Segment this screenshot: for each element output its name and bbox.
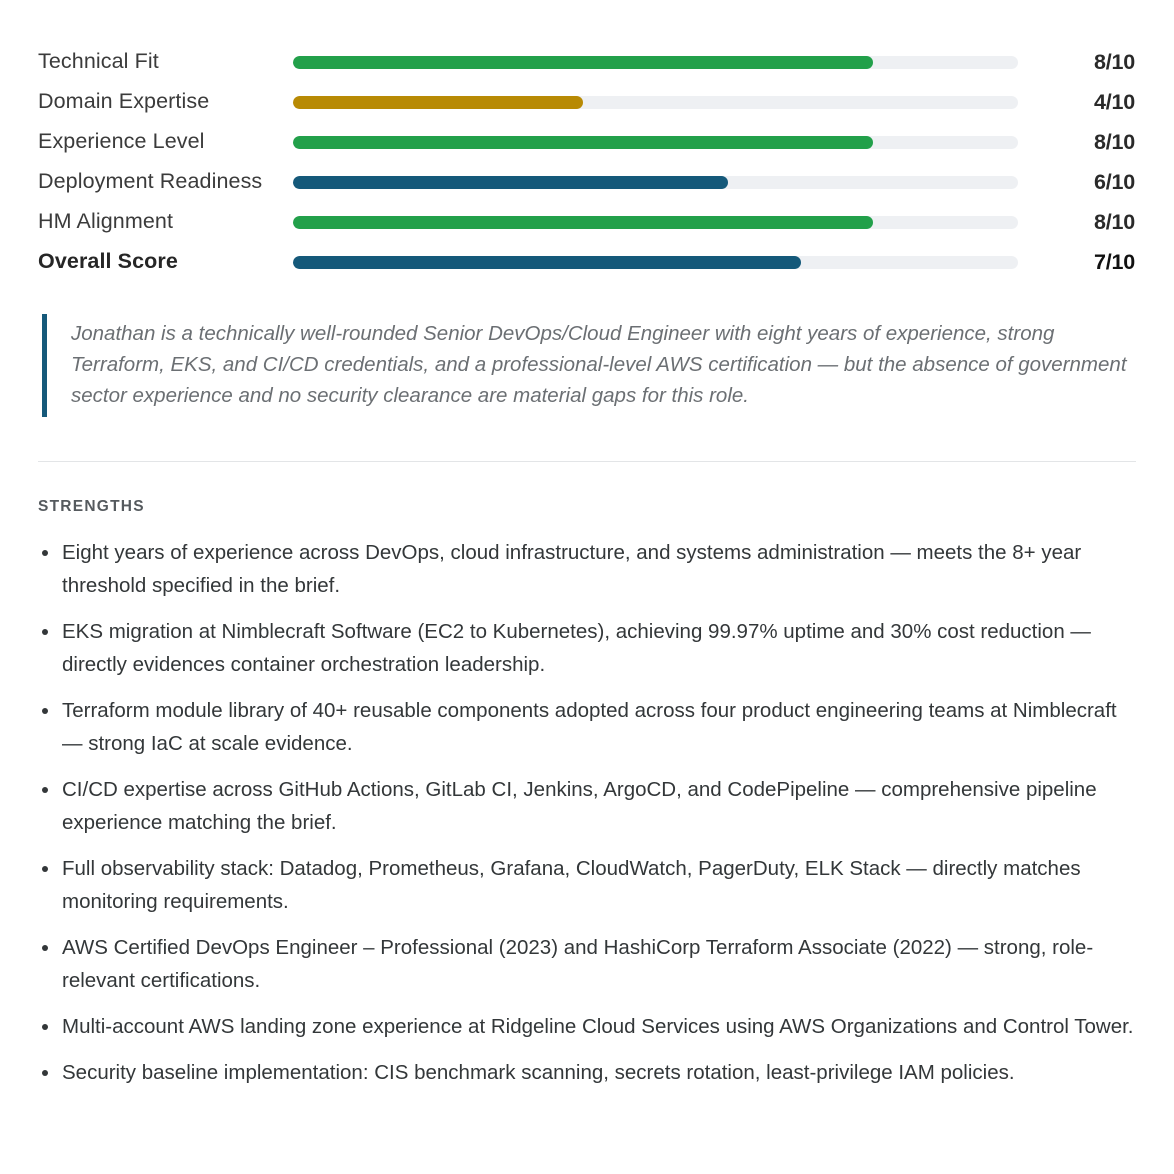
bullet-dot-icon <box>42 866 48 872</box>
list-item <box>38 773 1136 839</box>
list-item <box>38 536 1136 602</box>
score-row <box>38 122 1136 162</box>
list-item <box>38 1010 1136 1043</box>
summary-text: Jonathan is a technically well-rounded Senior DevOps/Cloud Engineer with eight years of experience, strong Terraform, EKS, and CI/CD credentials, and a professional-level AWS certification — but the absence of government sector experience and no security clearance are material gaps for this role. <box>71 322 1127 407</box>
score-label: Domain Expertise <box>38 89 210 114</box>
bullet-dot-icon <box>42 629 48 635</box>
list-item-text: EKS migration at Nimblecraft Software (EC2 to Kubernetes), achieving 99.97% uptime and 30% cost reduction — directly evidences container orchestration leadership. <box>62 620 1091 676</box>
score-bar-track <box>293 256 1018 269</box>
score-bar-fill <box>293 256 801 269</box>
list-item <box>38 615 1136 681</box>
score-bar-fill <box>293 216 873 229</box>
score-bar-track <box>293 136 1018 149</box>
score-bar-fill <box>293 96 583 109</box>
list-item-text: Eight years of experience across DevOps, cloud infrastructure, and systems administration — meets the 8+ year threshold specified in the brief. <box>62 541 1082 597</box>
list-item-text: CI/CD expertise across GitHub Actions, GitLab CI, Jenkins, ArgoCD, and CodePipeline — comprehensive pipeline experience matching the brief. <box>62 778 1097 834</box>
score-label: Experience Level <box>38 129 205 154</box>
score-bar-fill <box>293 56 873 69</box>
score-row <box>38 162 1136 202</box>
score-value: 8/10 <box>1093 129 1135 154</box>
score-bar-track <box>293 176 1018 189</box>
list-item-text: Multi-account AWS landing zone experience at Ridgeline Cloud Services using AWS Organizations and Control Tower. <box>62 1015 1134 1038</box>
strengths-heading: STRENGTHS <box>38 498 145 515</box>
section-divider <box>38 461 1136 462</box>
list-item <box>38 694 1136 760</box>
score-label: HM Alignment <box>38 209 174 234</box>
bullet-dot-icon <box>42 1070 48 1076</box>
score-label: Technical Fit <box>38 49 159 74</box>
score-row <box>38 42 1136 82</box>
bullet-dot-icon <box>42 945 48 951</box>
score-value: 7/10 <box>1093 249 1135 274</box>
score-label: Deployment Readiness <box>38 169 263 194</box>
strengths-list <box>38 536 1136 1089</box>
score-value: 8/10 <box>1093 49 1135 74</box>
list-item <box>38 1056 1136 1089</box>
list-item-text: Terraform module library of 40+ reusable components adopted across four product engineering teams at Nimblecraft — strong IaC at scale evidence. <box>62 699 1117 755</box>
list-item-text: Full observability stack: Datadog, Prometheus, Grafana, CloudWatch, PagerDuty, ELK Stack — directly matches monitoring requirements. <box>62 857 1081 913</box>
bullet-dot-icon <box>42 1024 48 1030</box>
list-item <box>38 931 1136 997</box>
score-row <box>38 202 1136 242</box>
score-bars-chart <box>38 0 1136 282</box>
score-label: Overall Score <box>38 249 178 274</box>
bullet-dot-icon <box>42 787 48 793</box>
score-bar-fill <box>293 136 873 149</box>
bullet-dot-icon <box>42 550 48 556</box>
summary-quote-block <box>42 314 1133 417</box>
score-bar-track <box>293 96 1018 109</box>
list-item-text: Security baseline implementation: CIS benchmark scanning, secrets rotation, least-privilege IAM policies. <box>62 1061 1015 1084</box>
list-item <box>38 852 1136 918</box>
score-value: 6/10 <box>1093 169 1135 194</box>
score-value: 8/10 <box>1093 209 1135 234</box>
score-value: 4/10 <box>1093 89 1135 114</box>
score-bar-track <box>293 56 1018 69</box>
bullet-dot-icon <box>42 708 48 714</box>
score-bar-fill <box>293 176 728 189</box>
score-bar-track <box>293 216 1018 229</box>
score-row <box>38 82 1136 122</box>
list-item-text: AWS Certified DevOps Engineer – Professional (2023) and HashiCorp Terraform Associate (2022) — strong, role-relevant certifications. <box>62 936 1094 992</box>
score-row <box>38 242 1136 282</box>
